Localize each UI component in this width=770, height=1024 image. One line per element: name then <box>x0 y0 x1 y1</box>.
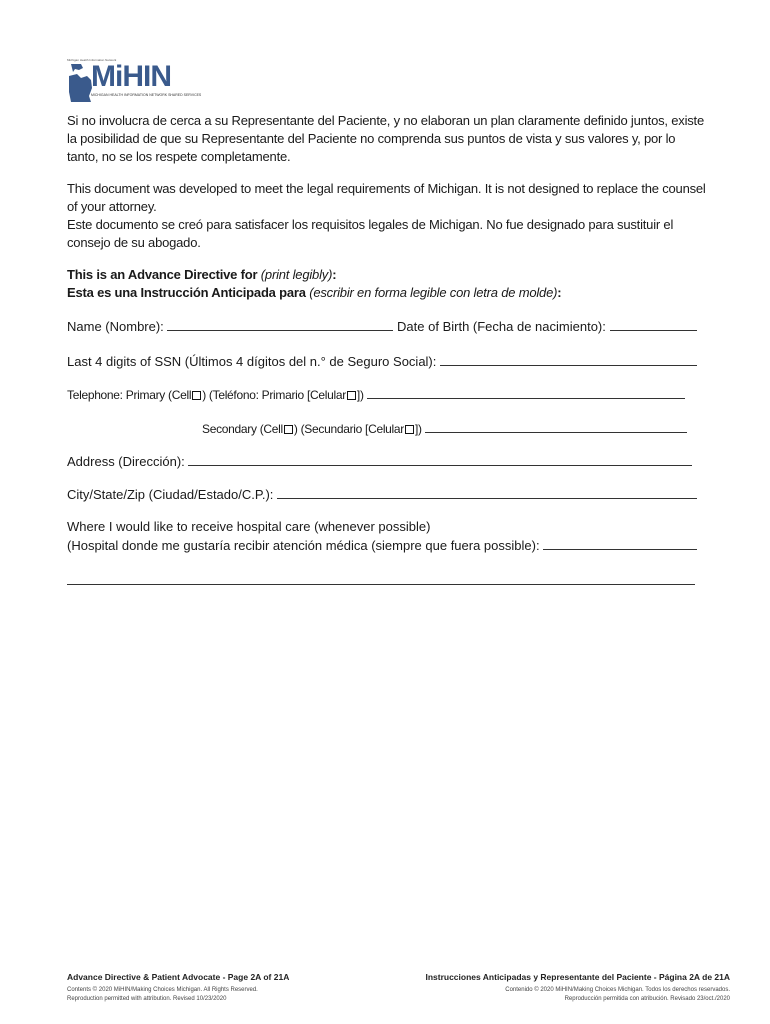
dob-label: Date of Birth (Fecha de nacimiento): <box>397 319 606 334</box>
address-label: Address (Dirección): <box>67 454 185 469</box>
logo-tagline: Michigan Health Information Network <box>67 58 117 62</box>
footer-left-copyright: Contents © 2020 MiHIN/Making Choices Michigan. All Rights Reserved. <box>67 987 258 993</box>
hospital-label-es: (Hospital donde me gustaría recibir atención médica (siempre que fuera possible): <box>67 538 540 553</box>
phone-secondary-close: ]) <box>415 422 422 436</box>
logo-subtitle: MICHIGAN HEALTH INFORMATION NETWORK SHARED SERVICES <box>91 93 202 97</box>
legal-note <box>67 180 707 252</box>
ssn-label: Last 4 digits of SSN (Últimos 4 dígitos del n.° de Seguro Social): <box>67 354 437 369</box>
directive-label-es: Esta es una Instrucción Anticipada para <box>67 285 306 300</box>
directive-heading: This is an Advance Directive for (print legibly): Esta es una Instrucción Anticipada para (escribir en forma legible con letra de molde): <box>67 267 562 300</box>
phone-primary-close: ]) <box>356 388 364 402</box>
footer-left-revision: Reproduction permitted with attribution. Revised 10/23/2020 <box>67 996 227 1002</box>
phone-secondary-label-es: ) (Secundario [Celular <box>293 422 404 436</box>
footer-right-title: Instrucciones Anticipadas y Representante del Paciente - Página 2A de 21A <box>425 972 730 982</box>
footer-right <box>425 972 730 1004</box>
footer-left <box>67 972 289 1004</box>
name-field[interactable] <box>167 318 393 331</box>
legal-note-es: Este documento se creó para satisfacer los requisitos legales de Michigan. No fue designado para sustituir el consejo de su abogado. <box>67 217 674 250</box>
phone-secondary-row <box>202 420 697 436</box>
mihin-logo <box>67 58 202 106</box>
footer-left-title: Advance Directive & Patient Advocate - Page 2A of 21A <box>67 972 290 982</box>
phone-primary-field[interactable] <box>367 386 685 399</box>
intro-paragraph-es: Si no involucra de cerca a su Representante del Paciente, y no elaboran un plan claramente definido juntos, existe la posibilidad de que su Representante del Paciente no comprenda sus puntos de vista y sus valores y, por lo tanto, no se los respete completamente. <box>67 113 705 164</box>
hospital-row <box>67 537 697 553</box>
directive-label-en: This is an Advance Directive for <box>67 267 258 282</box>
hospital-extra-field[interactable] <box>67 572 695 585</box>
hospital-label-en: Where I would like to receive hospital care (whenever possible) <box>67 519 431 534</box>
hospital-field[interactable] <box>543 537 697 550</box>
phone-secondary-label: Secondary (Cell <box>202 422 283 436</box>
city-row <box>67 486 697 502</box>
primario-celular-checkbox[interactable] <box>347 391 356 400</box>
ssn-row <box>67 353 697 369</box>
phone-primary-label: Telephone: Primary (Cell <box>67 388 192 402</box>
secundario-celular-checkbox[interactable] <box>405 425 414 434</box>
hospital-extra-row <box>67 572 697 588</box>
name-dob-row <box>67 318 697 334</box>
phone-primary-row <box>67 386 697 402</box>
ssn-field[interactable] <box>440 353 697 366</box>
logo-wordmark: MiHIN <box>91 60 171 93</box>
phone-primary-label-es: ) (Teléfono: Primario [Celular <box>202 388 346 402</box>
dob-field[interactable] <box>610 318 698 331</box>
address-field[interactable] <box>188 453 692 466</box>
directive-hint-es: (escribir en forma legible con letra de molde) <box>309 285 558 300</box>
footer-right-copyright: Contenido © 2020 MiHIN/Making Choices Michigan. Todos los derechos reservados. <box>505 987 730 993</box>
legal-note-en: This document was developed to meet the legal requirements of Michigan. It is not designed to replace the counsel of your attorney. <box>67 181 706 214</box>
city-label: City/State/Zip (Ciudad/Estado/C.P.): <box>67 487 274 502</box>
directive-hint-en: (print legibly) <box>260 267 333 282</box>
city-field[interactable] <box>277 486 697 499</box>
name-label: Name (Nombre): <box>67 319 164 334</box>
primary-cell-checkbox[interactable] <box>192 391 201 400</box>
address-row <box>67 453 697 469</box>
secondary-cell-checkbox[interactable] <box>284 425 293 434</box>
phone-secondary-field[interactable] <box>425 420 687 433</box>
footer-right-revision: Reproducción permitida con atribución. Revisado 23/oct./2020 <box>564 996 730 1002</box>
